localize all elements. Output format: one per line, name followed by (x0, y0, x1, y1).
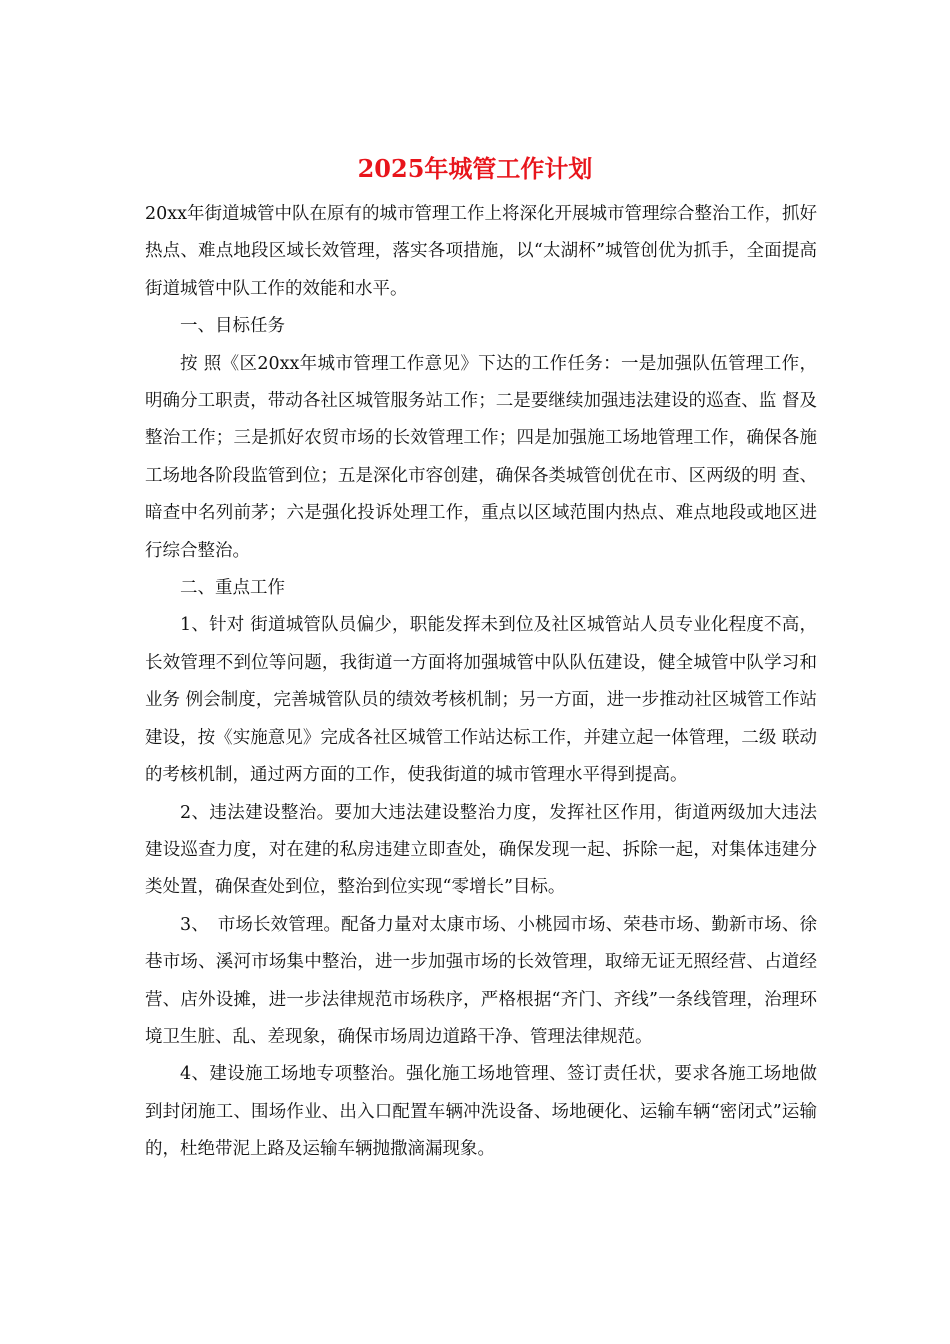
key-work-item-2: 2、违法建设整治。要加大违法建设整治力度，发挥社区作用，街道两级加大违法建设巡查力度，对在建的私房违建立即查处，确保发现一起、拆除一起，对集体违建分类处置，确保查处到位，整治到位实现“零增长”目标。 (145, 802, 817, 898)
document-body (145, 196, 817, 1169)
document-title: 2025年城管工作计划 (357, 154, 593, 183)
key-work-item-4: 4、建设施工场地专项整治。强化施工场地管理、签订责任状，要求各施工场地做到封闭施工、围场作业、出入口配置车辆冲洗设备、场地硬化、运输车辆“密闭式”运输的，杜绝带泥上路及运输车辆抛撒滴漏现象。 (145, 1064, 817, 1160)
intro-paragraph: 20xx年街道城管中队在原有的城市管理工作上将深化开展城市管理综合整治工作，抓好热点、难点地段区域长效管理，落实各项措施，以“太湖杯”城管创优为抓手，全面提高街道城管中队工作的效能和水平。 (145, 204, 818, 299)
goals-paragraph: 按 照《区20xx年城市管理工作意见》下达的工作任务：一是加强队伍管理工作，明确分工职责，带动各社区城管服务站工作；二是要继续加强违法建设的巡查、监 督及整治工作；三是抓好农贸市场的长效管理工作；四是加强施工场地管理工作，确保各施工场地各阶段监管到位；五是深化市容创建，确保各类城管创优在市、区两级的明 查、暗查中名列前茅；六是强化投诉处理工作，重点以区域范围内热点、难点地段或地区进行综合整治。 (145, 353, 817, 561)
section-heading-key-work: 二、重点工作 (180, 578, 285, 599)
key-work-item-1: 1、针对 街道城管队员偏少，职能发挥未到位及社区城管站人员专业化程度不高，长效管理不到位等问题，我街道一方面将加强城管中队队伍建设，健全城管中队学习和业务 例会制度，完善城管队员的绩效考核机制；另一方面，进一步推动社区城管工作站建设，按《实施意见》完成各社区城管工作站达标工作，并建立起一体管理，二级 联动的考核机制，通过两方面的工作，使我街道的城市管理水平得到提高。 (145, 615, 817, 786)
key-work-item-3: 3、 市场长效管理。配备力量对太康市场、小桃园市场、荣巷市场、勤新市场、徐巷市场、溪河市场集中整治，进一步加强市场的长效管理，取缔无证无照经营、占道经 营、店外设摊，进一步法律规范市场秩序，严格根据“齐门、齐线”一条线管理，治理环境卫生脏、乱、差现象，确保市场周边道路干净、管理法律规范。 (145, 914, 817, 1047)
section-heading-goals: 一、目标任务 (180, 316, 285, 337)
